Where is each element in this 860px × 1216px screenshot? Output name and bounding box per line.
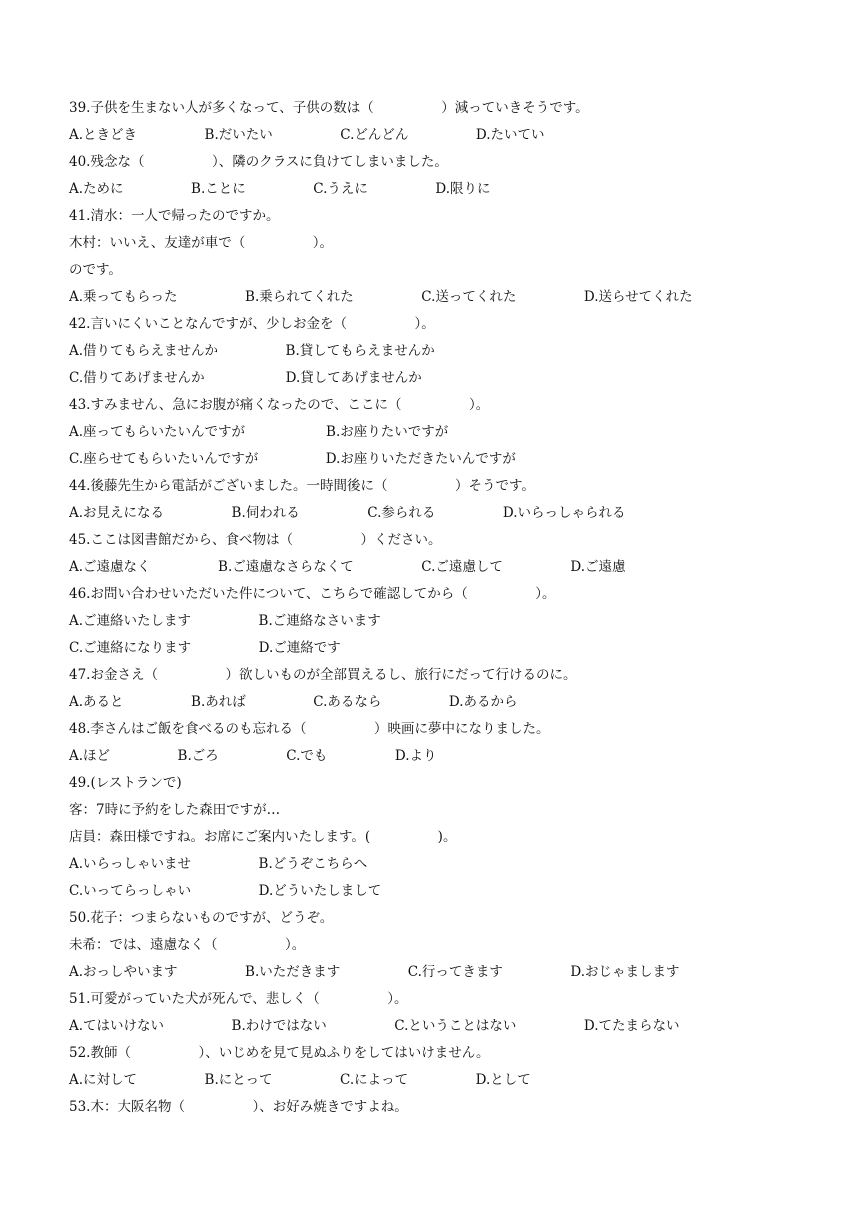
options-43-row2: C.座らせてもらいたいんですが D.お座りいただきたいんですが bbox=[69, 451, 516, 467]
question-46: 46.お問い合わせいただいた件について、こちらで確認してから（ ）。 bbox=[69, 586, 556, 602]
options-47: A.あると B.あれば C.あるなら D.あるから bbox=[69, 694, 518, 710]
question-49-line2: 客：7時に予約をした森田ですが… bbox=[69, 802, 281, 818]
options-42-row1: A.借りてもらえませんか B.貸してもらえませんか bbox=[69, 343, 435, 359]
options-40: A.ために B.ことに C.うえに D.限りに bbox=[69, 181, 491, 197]
question-43: 43.すみません、急にお腹が痛くなったので、ここに（ ）。 bbox=[69, 397, 490, 413]
options-51: A.てはいけない B.わけではない C.ということはない D.てたまらない bbox=[69, 1018, 680, 1034]
question-41-line2: 木村：いいえ、友達が車で（ ）。 bbox=[69, 235, 334, 251]
options-46-row2: C.ご連絡になります D.ご連絡です bbox=[69, 640, 341, 656]
question-53: 53.木：大阪名物（ ）、お好み焼きですよね。 bbox=[69, 1099, 408, 1115]
question-44: 44.後藤先生から電話がございました。一時間後に（ ）そうです。 bbox=[69, 478, 535, 494]
question-50-line2: 未希：では、遠慮なく（ ）。 bbox=[69, 937, 306, 953]
question-48: 48.李さんはご飯を食べるのも忘れる（ ）映画に夢中になりました。 bbox=[69, 721, 550, 737]
question-52: 52.教師（ ）、いじめを見て見ぬふりをしてはいけません。 bbox=[69, 1045, 490, 1061]
options-45: A.ご遠慮なく B.ご遠慮なさらなくて C.ご遠慮して D.ご遠慮 bbox=[69, 559, 626, 575]
question-49-line3: 店員：森田様ですね。お席にご案内いたします。( )。 bbox=[69, 829, 457, 845]
options-42-row2: C.借りてあげませんか D.貸してあげませんか bbox=[69, 370, 422, 386]
question-42: 42.言いにくいことなんですが、少しお金を（ ）。 bbox=[69, 316, 435, 332]
question-40: 40.残念な（ ）、隣のクラスに負けてしまいました。 bbox=[69, 154, 448, 170]
options-48: A.ほど B.ごろ C.でも D.より bbox=[69, 748, 437, 764]
options-43-row1: A.座ってもらいたいんですが B.お座りたいですが bbox=[69, 424, 449, 440]
options-41: A.乗ってもらった B.乗られてくれた C.送ってくれた D.送らせてくれた bbox=[69, 289, 693, 305]
question-41-line3: のです。 bbox=[69, 262, 122, 278]
options-52: A.に対して B.にとって C.によって D.として bbox=[69, 1072, 531, 1088]
options-50: A.おっしやいます B.いただきます C.行ってきます D.おじゃまします bbox=[69, 964, 680, 980]
options-46-row1: A.ご連絡いたします B.ご連絡なさいます bbox=[69, 613, 381, 629]
question-51: 51.可愛がっていた犬が死んで、悲しく（ ）。 bbox=[69, 991, 408, 1007]
question-50-line1: 50.花子：つまらないものですが、どうぞ。 bbox=[69, 910, 334, 926]
options-39: A.ときどき B.だいたい C.どんどん D.たいてい bbox=[69, 127, 545, 143]
question-39: 39.子供を生まない人が多くなって、子供の数は（ ）減っていきそうです。 bbox=[69, 100, 589, 116]
question-47: 47.お金さえ（ ）欲しいものが全部買えるし、旅行にだって行けるのに。 bbox=[69, 667, 577, 683]
options-49-row2: C.いってらっしゃい D.どういたしまして bbox=[69, 883, 382, 899]
options-49-row1: A.いらっしゃいませ B.どうぞこちらへ bbox=[69, 856, 368, 872]
question-45: 45.ここは図書館だから、食べ物は（ ）ください。 bbox=[69, 532, 442, 548]
question-49-line1: 49.(レストランで) bbox=[69, 775, 182, 791]
question-41-line1: 41.清水：一人で帰ったのですか。 bbox=[69, 208, 280, 224]
options-44: A.お見えになる B.伺われる C.参られる D.いらっしゃられる bbox=[69, 505, 626, 521]
